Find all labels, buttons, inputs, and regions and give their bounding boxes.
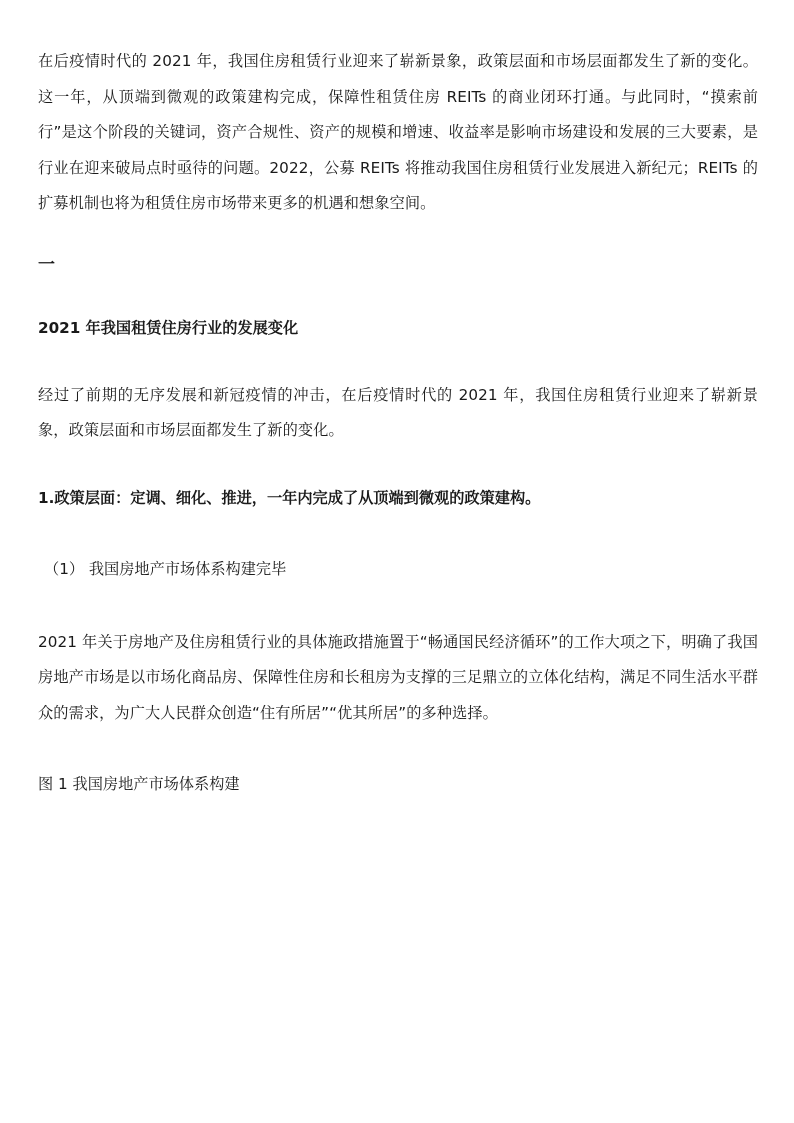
section-paragraph: 经过了前期的无序发展和新冠疫情的冲击，在后疫情时代的 2021 年，我国住房租赁行业迎来了崭新景象，政策层面和市场层面都发生了新的变化。 <box>38 385 758 439</box>
item-title: （1） 我国房地产市场体系构建完毕 <box>44 559 287 578</box>
figure-caption: 图 1 我国房地产市场体系构建 <box>38 775 240 793</box>
item-paragraph: 2021 年关于房地产及住房租赁行业的具体施政措施置于“畅通国民经济循环”的工作大项之下，明确了我国房地产市场是以市场化商品房、保障性住房和长租房为支撑的三足鼎立的立体化结构，满足不同生活水平群众的需求，为广大人民群众创造“住有所居”“优其所居”的多种选择。 <box>38 632 758 722</box>
intro-paragraph: 在后疫情时代的 2021 年，我国住房租赁行业迎来了崭新景象，政策层面和市场层面都发生了新的变化。这一年，从顶端到微观的政策建构完成，保障性租赁住房 REITs 的商业闭环打通。与此同时，“摸索前行”是这个阶段的关键词，资产合规性、资产的规模和增速、收益率是影响市场建设和发展的三大要素，是行业在迎来破局点时亟待的问题。2022，公募 REITs 将推动我国住房租赁行业发展进入新纪元；REITs 的扩募机制也将为租赁住房市场带来更多的机遇和想象空间。 <box>38 52 758 212</box>
section-title: 2021 年我国租赁住房行业的发展变化 <box>38 318 299 337</box>
document-page <box>38 44 758 795</box>
subsection-title: 1.政策层面：定调、细化、推进，一年内完成了从顶端到微观的政策建构。 <box>38 488 541 507</box>
section-marker: 一 <box>38 254 55 275</box>
